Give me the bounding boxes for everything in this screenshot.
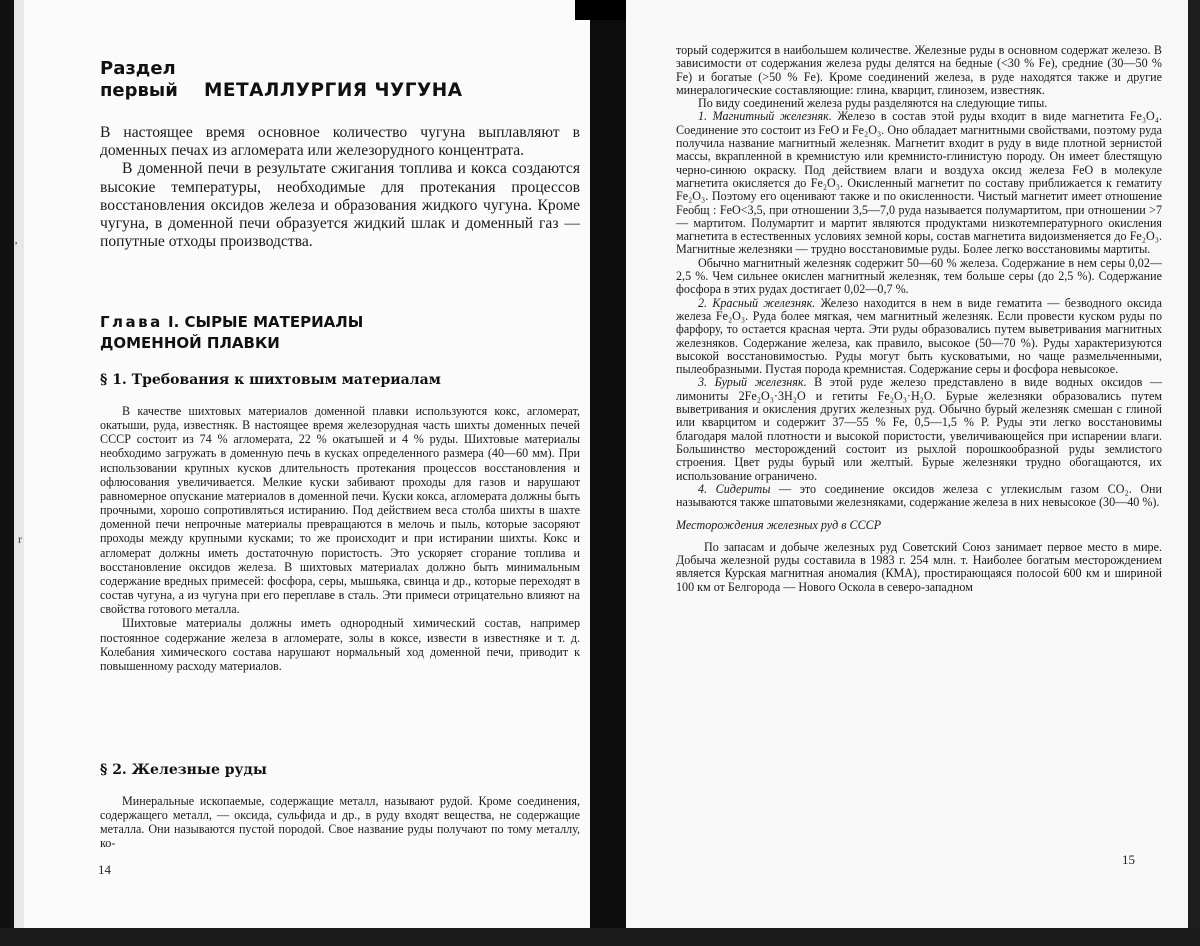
chapter-title-line1	[100, 312, 580, 333]
body-paragraph: 1. Магнитный железняк. Железо в состав этой руды входит в виде магнетита Fe₃O₄. Соединение это состоит из FeO и Fe₂O₃. Оно обладает магнитными свойствами, поэтому руда получила название магнитный железняк. Магнетит входит в руду в виде плотной зернистой массы, вкрапленной в кремнистую или кремнисто-глинистую породу. Он имеет блестящую черно-синюю окраску. Под действием влаги и воздуха оксид железа FeO в молекуле магнетита окисляется до Fe₂O₃. Окисленный магнетит по составу приближается к гематиту Fe₂O₃. Поэтому его оценивают также и по окисленности. Чистый магнетит имеет отношение Feобщ : FeO<3,5, при отношении 3,5—7,0 руда называется полумартитом, при отношении >7 — мартитом. Полумартит и мартит являются продуктами низкотемпературного окисления магнетита в естественных условиях земной коры, состав магнетита видоизменяется до Fe₂O₃. Магнитные железняки — трудно восстановимые руды. Более легко восстановимы мартиты.	[676, 109, 1163, 257]
body-paragraph: Шихтовые материалы должны иметь однородный химический состав, например постоянное содержание железа в агломерате, золы в коксе, извести в известняке и т. д. Колебания химического состава нарушают нормальный ход доменной печи, приводит к повышенному расходу материалов.	[100, 616, 580, 673]
body-paragraph: Минеральные ископаемые, содержащие металл, называют рудой. Кроме соединения, содержащего металл, — оксида, сульфида и др., в руду входят вещества, не содержащие металла. Они называются пустой породой. Свое название руды получают по тому металлу, ко-	[100, 794, 580, 851]
book-gutter	[590, 0, 626, 946]
section-2-body	[100, 794, 580, 851]
ore-type-label: 4. Сидериты	[698, 481, 771, 496]
section-title: МЕТАЛЛУРГИЯ ЧУГУНА	[204, 80, 463, 101]
left-page	[14, 0, 590, 928]
ore-type-label: 3. Бурый железняк.	[698, 375, 807, 390]
right-page-body	[676, 44, 1162, 594]
section-label	[100, 58, 178, 102]
page-number: 15	[1122, 852, 1135, 867]
body-paragraph: По виду соединений железа руды разделяются на следующие типы.	[698, 96, 1048, 111]
chapter-title-line2: ДОМЕННОЙ ПЛАВКИ	[100, 334, 280, 352]
body-paragraph: 2. Красный железняк. Железо находится в нем в виде гематита — безводного оксида железа Fe₂O₃. Руда более мягкая, чем магнитный железняк. Если провести куском руды по фарфору, то остается красная черта. Эти руды образовались путем выветривания магнитных железняков. Содержание железа, как правило, высокое (50—70 %). Руды характеризуются высокой восстановимостью. Руды могут быть кусковатыми, но чаще размельченными, пылеобразными. Пустая порода кремнистая. Содержание серы и фосфора невысокое.	[676, 295, 1162, 377]
scan-bottom-edge	[0, 928, 1200, 946]
page-number: 14	[98, 862, 111, 877]
scan-left-edge	[0, 0, 14, 946]
scan-speck: r	[18, 532, 22, 546]
intro-text	[100, 124, 580, 251]
ore-type-label: 1. Магнитный железняк.	[698, 109, 832, 124]
body-paragraph: В качестве шихтовых материалов доменной плавки используются кокс, агломерат, окатыши, руда, известняк. В настоящее время железорудная часть шихты доменных печей СССР состоит из 74 % агломерата, 22 % окатышей и 4 % руды. Шихтовые материалы необходимо загружать в доменную печь в кусках определенного размера (40—60 мм). При использовании крупных кусков длительность протекания процессов восстановления и офлюсования увеличивается. Мелкие куски забивают проходы для газов и нарушают равномерное опускание материалов в доменной печи. Куски кокса, агломерата должны быть прочными, хорошо сопротивляться истиранию. Под действием веса столба шихты в шахте доменной печи непрочные материалы превращаются в мелочь и пыль, которые засоряют проходы между крупными кусками; то же происходит и при истирании шихты. Кокс и агломерат должны иметь достаточную пористость. Это ускоряет сгорание топлива и восстановление оксидов железа. В шихтовых материалах должно быть минимальным содержание вредных примесей: фосфора, серы, мышьяка, свинца и др., которые переходят в состав чугуна, а из чугуна при его переплаве в сталь. Эти примеси отрицательно влияют на свойства готового металла.	[100, 404, 580, 617]
scan-speck: ‚	[14, 232, 18, 246]
ore-type-label: 2. Красный железняк.	[698, 295, 816, 310]
scan-left-margin	[14, 0, 24, 946]
section-1-body	[100, 404, 580, 673]
section-1-heading: § 1. Требования к шихтовым материалам	[100, 372, 441, 388]
chapter-name: I. СЫРЫЕ МАТЕРИАЛЫ	[168, 313, 364, 331]
body-paragraph: торый содержится в наибольшем количестве. Железные руды в основном содержат железо. В зависимости от содержания железа руды делятся на бедные (<30 % Fe), средние (30—50 % Fe) и богатые (>50 % Fe). Кроме соединений железа, в руде находятся также и другие минералогические составляющие: глина, кварцит, глинозем, известняк.	[676, 43, 1162, 97]
body-paragraph: 4. Сидериты — это соединение оксидов железа с углекислым газом CO₂. Они называются также шпатовыми железняками, содержание железа в них невысокое (30—40 %).	[676, 481, 1162, 510]
section-label-line2: первый	[100, 80, 178, 101]
body-paragraph: 3. Бурый железняк. В этой руде железо представлено в виде водных оксидов — лимониты 2Fe₂O₃·3H₂O и гетиты Fe₂O₃·H₂O. Бурые железняки образовались путем выветривания и окисления других железных руд. Обычно бурый железняк смешан с глиной или кварцитом и содержит 37—55 % Fe, 0,5—1,5 % P. Руды эти легко восстановимы благодаря малой плотности и высокой пористости, увеличивающейся при испарении влаги. Большинство месторождений состоит из рыхлой порошкообразной руды землистого строения. Цвет руды бурый или желтый. Бурые железняки трудно обогащаются, их использование ограничено.	[676, 375, 1162, 483]
intro-paragraph: В настоящее время основное количество чугуна выплавляют в доменных печах из агломерата или железорудного концентрата.	[100, 124, 580, 160]
section-2-heading: § 2. Железные руды	[100, 762, 267, 778]
body-paragraph: По запасам и добыче железных руд Советский Союз занимает первое место в мире. Добыча железной руды составила в 1983 г. 254 млн. т. Наиболее богатым месторождением является Курская магнитная аномалия (КМА), простирающаяся полосой 600 км и шириной 100 км от Белгорода — Нового Оскола в северо-западном	[676, 539, 1162, 594]
right-page	[626, 0, 1188, 928]
scan-right-edge	[1188, 0, 1200, 946]
section-label-line1: Раздел	[100, 58, 176, 79]
body-paragraph: Обычно магнитный железняк содержит 50—60 % железа. Содержание в нем серы 0,02—2,5 %. Чем сильнее окислен магнитный железняк, тем больше серы (до 2,5 %). Содержание фосфора в этих рудах достигает 0,02—0,7 %.	[676, 255, 1162, 297]
chapter-lead: Глава	[100, 313, 163, 331]
subsection-heading: Месторождения железных руд в СССР	[676, 518, 882, 533]
intro-paragraph: В доменной печи в результате сжигания топлива и кокса создаются высокие температуры, необходимые для протекания процессов восстановления оксидов железа и образования жидкого чугуна. Кроме чугуна, в доменной печи образуется жидкий шлак и доменный газ — попутные отходы производства.	[100, 160, 580, 251]
chapter-title	[100, 312, 580, 354]
